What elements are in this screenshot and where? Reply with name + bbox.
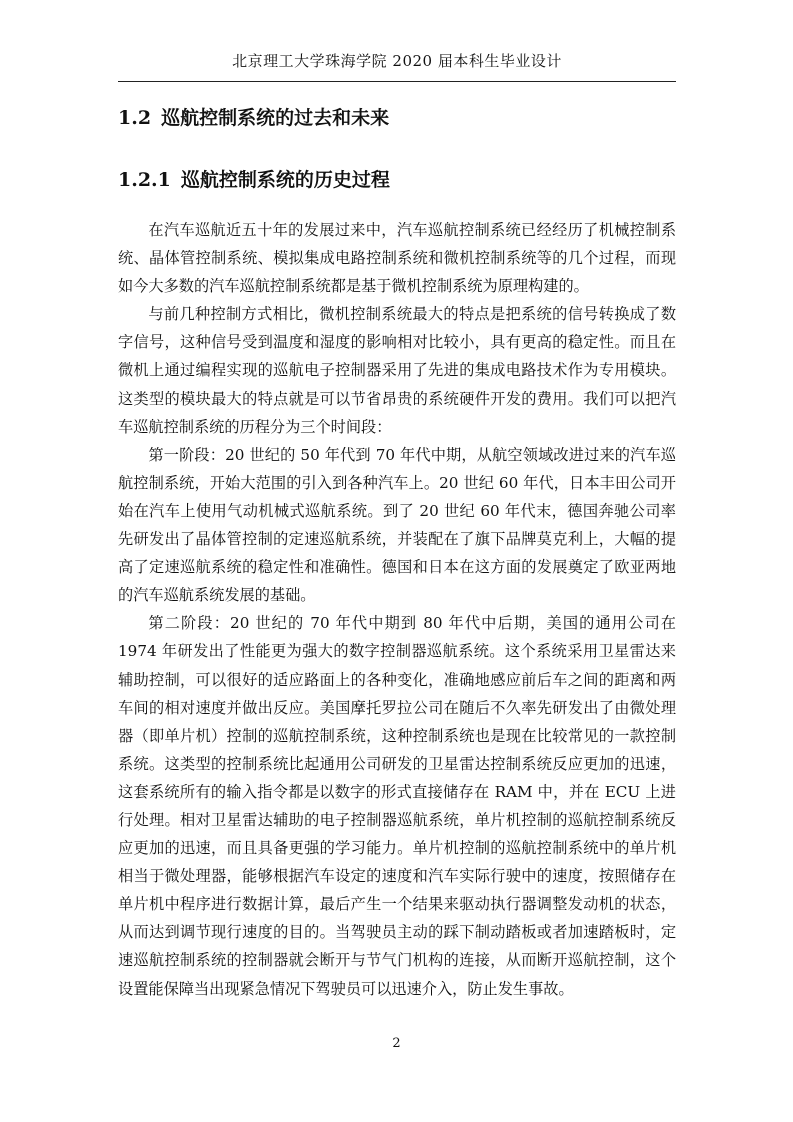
paragraph: 与前几种控制方式相比，微机控制系统最大的特点是把系统的信号转换成了数字信号，这种信号受到温度和湿度的影响相对比较小，具有更高的稳定性。而且在微机上通过编程实现的巡航电子控制器采用了先进的集成电路技术作为专用模块。这类型的模块最大的特点就是可以节省昂贵的系统硬件开发的费用。我们可以把汽车巡航控制系统的历程分为三个时间段： xyxy=(118,305,676,436)
page-number: 2 xyxy=(392,1036,401,1051)
subsection-title: 巡航控制系统的历史过程 xyxy=(180,169,390,191)
body-text xyxy=(118,216,676,1003)
running-header: 北京理工大学珠海学院 2020 届本科生毕业设计 xyxy=(232,52,562,70)
subsection-heading xyxy=(118,167,390,193)
paragraph: 第二阶段：20 世纪的 70 年代中期到 80 年代中后期，美国的通用公司在 1974 年研发出了性能更为强大的数字控制器巡航系统。这个系统采用卫星雷达来辅助控制，可以很好的适应路面上的各种变化，准确地感应前后车之间的距离和两车间的相对速度并做出反应。美国摩托罗拉公司在随后不久率先研发出了由微处理器（即单片机）控制的巡航控制系统，这种控制系统也是现在比较常见的一款控制系统。这类型的控制系统比起通用公司研发的卫星雷达控制系统反应更加的迅速，这套系统所有的输入指令都是以数字的形式直接储存在 RAM 中，并在 ECU 上进行处理。相对卫星雷达辅助的电子控制器巡航系统，单片机控制的巡航控制系统反应更加的迅速，而且具备更强的学习能力。单片机控制的巡航控制系统中的单片机相当于微处理器，能够根据汽车设定的速度和汽车实际行驶中的速度，按照储存在单片机中程序进行数据计算，最后产生一个结果来驱动执行器调整发动机的状态，从而达到调节现行速度的目的。当驾驶员主动的踩下制动踏板或者加速踏板时，定速巡航控制系统的控制器就会断开与节气门机构的连接，从而断开巡航控制，这个设置能保障当出现紧急情况下驾驶员可以迅速介入，防止发生事故。 xyxy=(118,614,676,998)
paragraph: 在汽车巡航近五十年的发展过来中，汽车巡航控制系统已经经历了机械控制系统、晶体管控制系统、模拟集成电路控制系统和微机控制系统等的几个过程，而现如今大多数的汽车巡航控制系统都是基于微机控制系统为原理构建的。 xyxy=(118,221,676,296)
section-heading xyxy=(118,105,389,131)
section-number: 1.2 xyxy=(118,107,152,129)
header-divider xyxy=(118,81,676,82)
subsection-number: 1.2.1 xyxy=(118,169,171,191)
section-title: 巡航控制系统的过去和未来 xyxy=(161,107,390,129)
paragraph: 第一阶段：20 世纪的 50 年代到 70 年代中期，从航空领域改进过来的汽车巡航控制系统，开始大范围的引入到各种汽车上。20 世纪 60 年代，日本丰田公司开始在汽车上使用气动机械式巡航系统。到了 20 世纪 60 年代末，德国奔驰公司率先研发出了晶体管控制的定速巡航系统，并装配在了旗下品牌莫克利上，大幅的提高了定速巡航系统的稳定性和准确性。德国和日本在这方面的发展奠定了欧亚两地的汽车巡航系统发展的基础。 xyxy=(118,445,676,605)
